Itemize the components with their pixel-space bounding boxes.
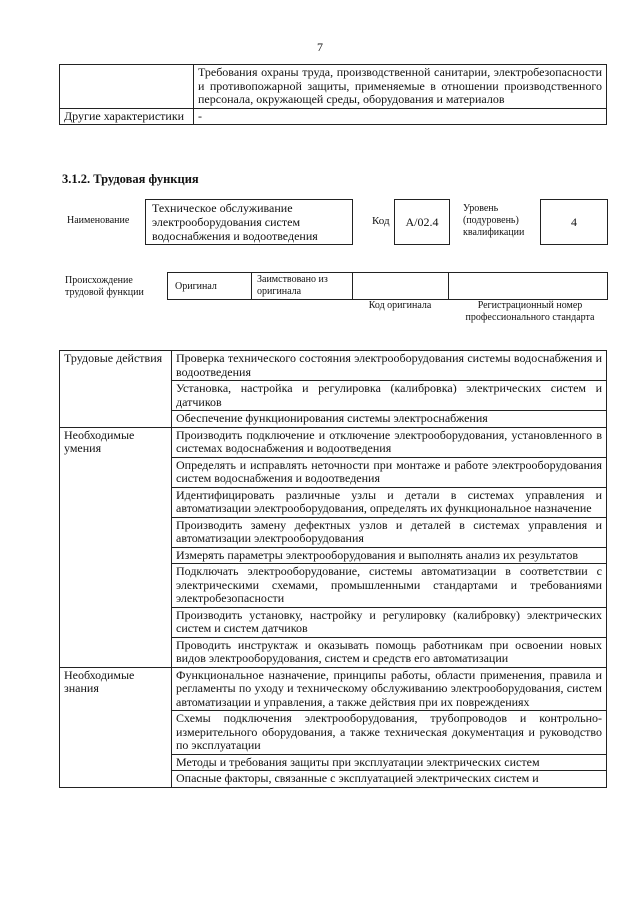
list-item: Идентифицировать различные узлы и детали в системах управления и автоматизации электрооборудования, определять их функциональное назначение [172, 487, 607, 517]
row-label [60, 65, 194, 109]
origin-original: Оригинал [175, 281, 217, 292]
name-label: Наименование [67, 215, 130, 226]
level-label: Уровень (подуровень) квалификации [463, 203, 525, 238]
row-text: - [194, 108, 607, 125]
list-item: Производить подключение и отключение электрооборудования, установленного в системах водоснабжения и водоотведения [172, 427, 607, 457]
section-label: Необходимые умения [60, 427, 172, 667]
list-item: Определять и исправлять неточности при монтаже и работе электрооборудования систем водоснабжения и водоотведения [172, 457, 607, 487]
code-original-caption: Код оригинала [368, 300, 432, 311]
list-item: Установка, настройка и регулировка (калибровка) электрических систем и датчиков [172, 381, 607, 411]
table-row [60, 65, 607, 109]
list-item: Функциональное назначение, принципы работы, области применения, правила и регламенты по уходу и техническому обслуживанию электрооборудования, систем автоматизации и управления, а также действия при их повреждениях [172, 667, 607, 711]
list-item: Производить замену дефектных узлов и деталей в системах управления и автоматизации электрооборудования [172, 517, 607, 547]
origin-label: Происхождение трудовой функции [65, 275, 144, 298]
table-row [60, 667, 607, 711]
list-item: Производить установку, настройку и регулировку (калибровку) электрических систем и систем датчиков [172, 607, 607, 637]
main-table [59, 350, 607, 788]
list-item: Схемы подключения электрооборудования, трубопроводов и контрольно-измерительного оборудования, а также техническая документация и руководство по эксплуатации [172, 711, 607, 755]
list-item: Опасные факторы, связанные с эксплуатацией электрических систем и [172, 771, 607, 788]
row-text: Требования охраны труда, производственной санитарии, электробезопасности и противопожарной защиты, применяемые в отношении производственного персонала, окружающей среды, оборудования и материалов [194, 65, 607, 109]
list-item: Проводить инструктаж и оказывать помощь работникам при освоении новых видов электрооборудования, систем и средств его автоматизации [172, 637, 607, 667]
section-label: Необходимые знания [60, 667, 172, 787]
list-item: Проверка технического состояния электрооборудования системы водоснабжения и водоотведения [172, 351, 607, 381]
table-row [60, 351, 607, 381]
divider [352, 272, 353, 300]
divider [251, 272, 252, 300]
origin-box [167, 272, 608, 300]
level-value: 4 [540, 199, 608, 245]
table-row [60, 108, 607, 125]
list-item: Подключать электрооборудование, системы автоматизации в соответствии с электрическими схемами, промышленными стандартами и требованиями электробезопасности [172, 564, 607, 608]
list-item: Измерять параметры электрооборудования и выполнять анализ их результатов [172, 547, 607, 564]
page-number: 7 [317, 40, 323, 54]
section-label: Трудовые действия [60, 351, 172, 428]
list-item: Обеспечение функционирования системы электроснабжения [172, 411, 607, 428]
section-heading: 3.1.2. Трудовая функция [62, 172, 199, 186]
reg-number-caption: Регистрационный номер профессионального стандарта [465, 300, 595, 323]
code-label: Код [372, 215, 390, 227]
row-label: Другие характеристики [60, 108, 194, 125]
top-table [59, 64, 607, 125]
code-value: А/02.4 [394, 199, 450, 245]
divider [448, 272, 449, 300]
name-value: Техническое обслуживание электрооборудования систем водоснабжения и водоотведения [145, 199, 353, 245]
table-row [60, 427, 607, 457]
list-item: Методы и требования защиты при эксплуатации электрических систем [172, 754, 607, 771]
origin-borrowed: Заимствовано из оригинала [257, 274, 328, 297]
